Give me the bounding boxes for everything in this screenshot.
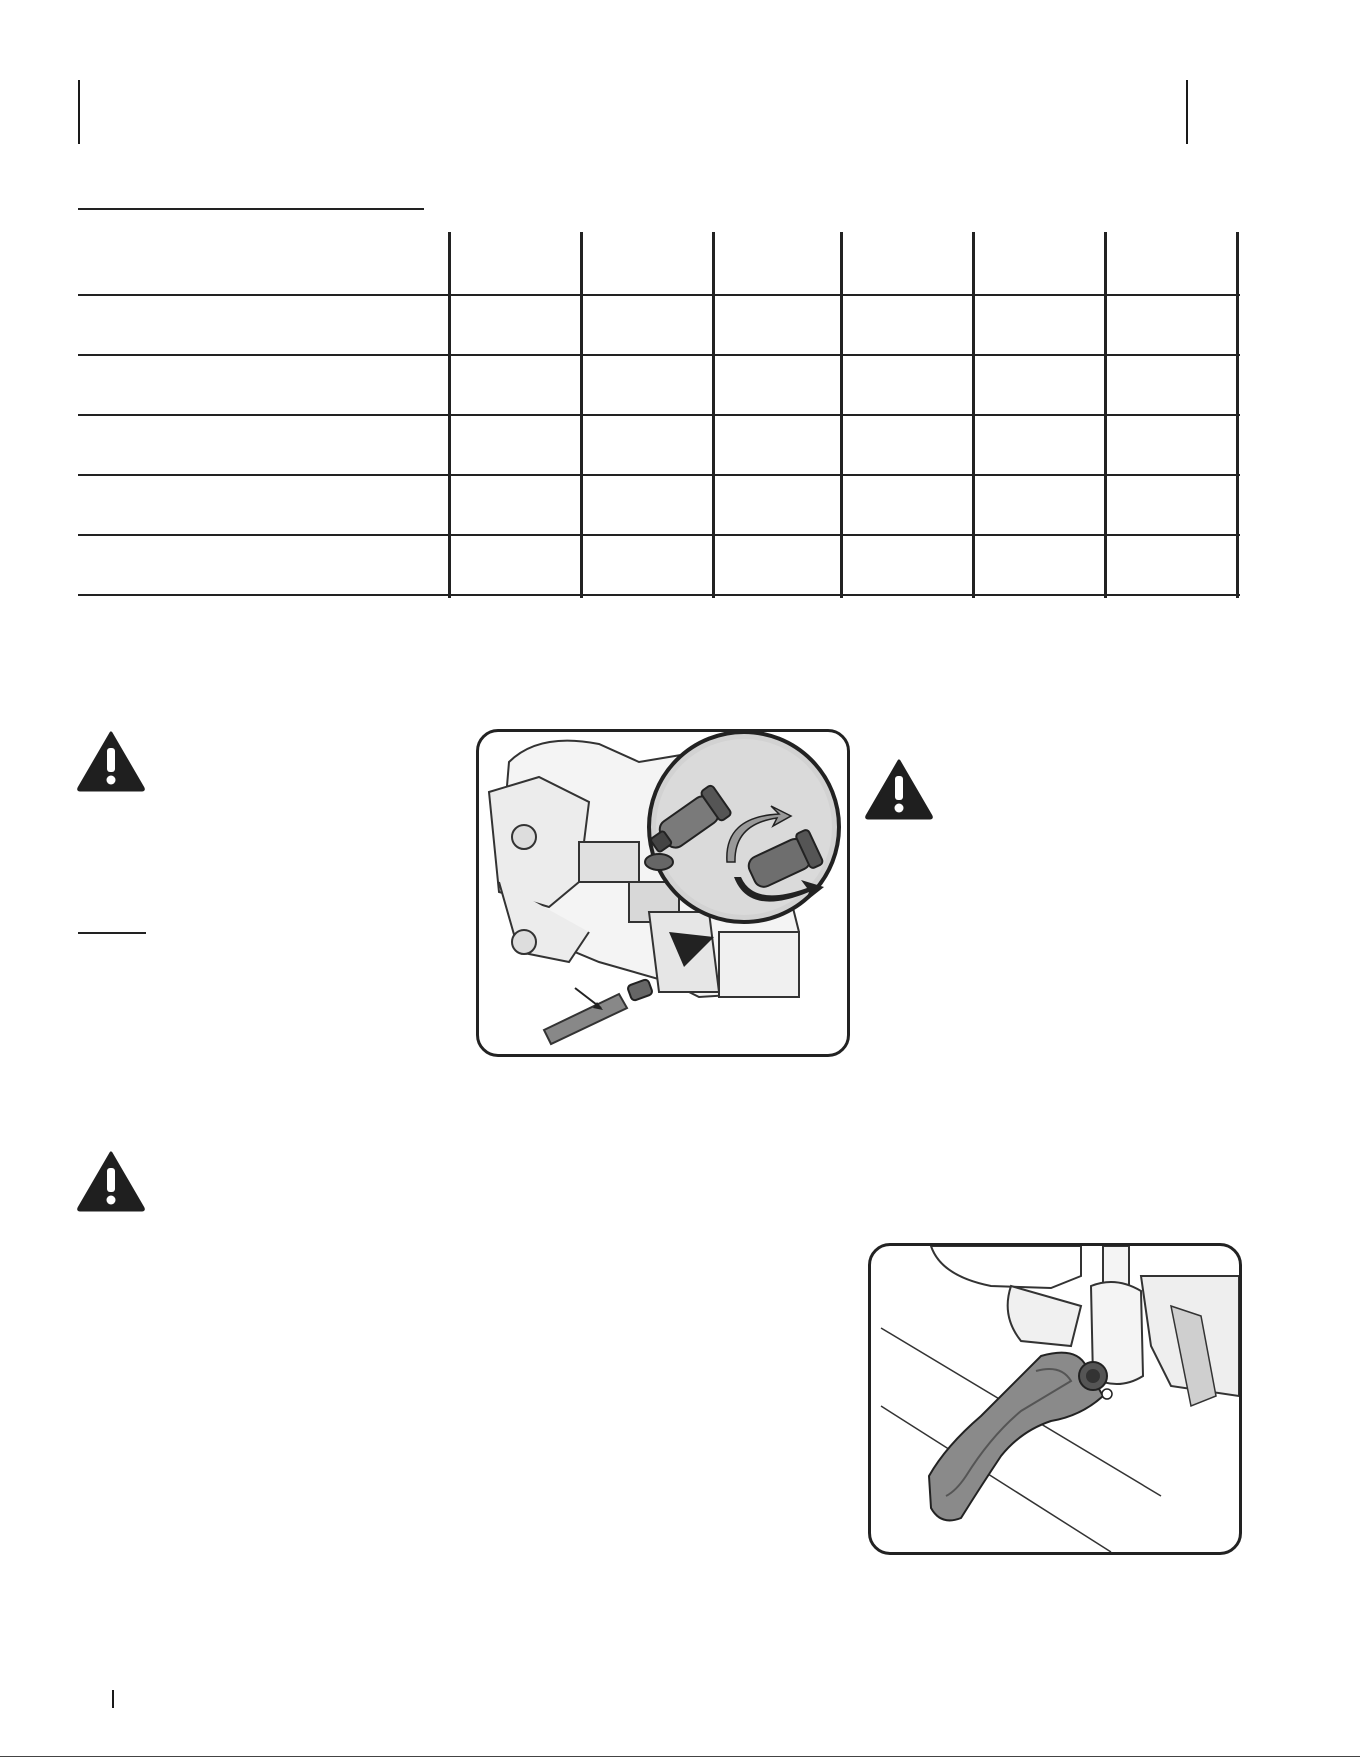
table-row-divider [78,534,1240,536]
warning-triangle-icon [76,730,146,792]
footer-rule [0,1756,1360,1757]
spec-table [78,232,1240,598]
table-row-divider [78,354,1240,356]
table-row-divider [78,594,1240,596]
warning-triangle-icon [76,1150,146,1212]
margin-marker-right [1186,80,1188,144]
subheading-underline [78,932,146,934]
table-row-divider [78,414,1240,416]
margin-marker-left [78,80,80,144]
footer-page-marker [112,1690,114,1708]
warning-triangle-icon [864,758,934,820]
engine-fuel-filter-illustration [476,729,850,1057]
section-heading-underline [78,208,424,210]
table-row-divider [78,474,1240,476]
table-row-divider [78,294,1240,296]
oil-drain-chute-illustration [868,1243,1242,1555]
